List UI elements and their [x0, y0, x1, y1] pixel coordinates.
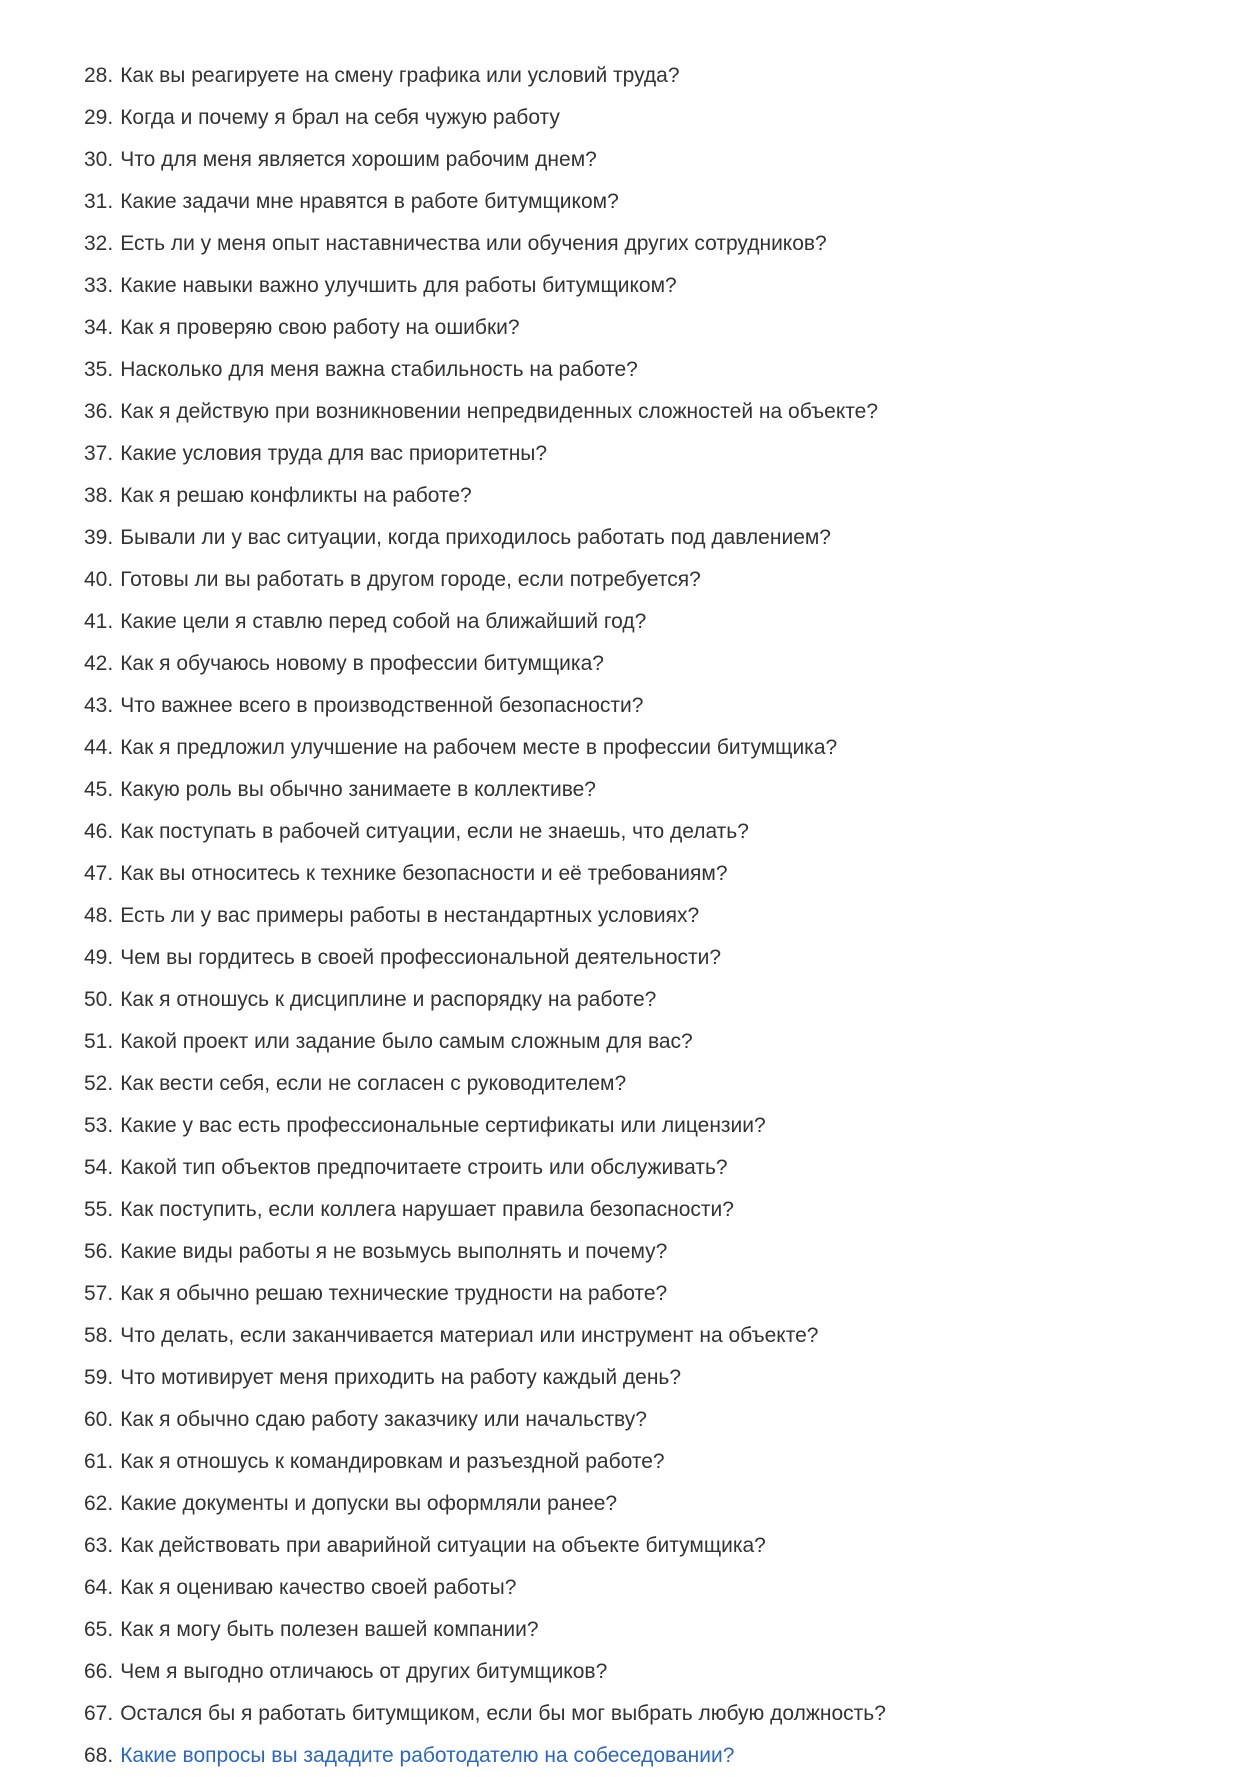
- question-text: Как я предложил улучшение на рабочем месте в профессии битумщика?: [120, 736, 838, 759]
- question-number: 43.: [84, 694, 114, 717]
- question-text: Чем я выгодно отличаюсь от других битумщиков?: [120, 1660, 608, 1683]
- question-item: [84, 1693, 1199, 1735]
- question-number: 40.: [84, 568, 114, 591]
- question-text: Что делать, если заканчивается материал или инструмент на объекте?: [120, 1324, 819, 1347]
- question-item-partial: [84, 1735, 1199, 1777]
- question-number: 57.: [84, 1282, 114, 1305]
- question-item: [84, 181, 1199, 223]
- question-text: Какие условия труда для вас приоритетны?: [120, 442, 548, 465]
- question-number: 45.: [84, 778, 114, 801]
- question-text: Как вести себя, если не согласен с руководителем?: [120, 1072, 627, 1095]
- question-number: 68.: [84, 1744, 114, 1767]
- question-item: [84, 1189, 1199, 1231]
- question-text: Когда и почему я брал на себя чужую работу: [120, 106, 560, 129]
- question-item: [84, 475, 1199, 517]
- question-text: Есть ли у меня опыт наставничества или обучения других сотрудников?: [120, 232, 827, 255]
- question-item: [84, 1441, 1199, 1483]
- question-number: 55.: [84, 1198, 114, 1221]
- question-item: [84, 307, 1199, 349]
- question-number: 64.: [84, 1576, 114, 1599]
- question-item: [84, 1021, 1199, 1063]
- question-text: Как поступать в рабочей ситуации, если не знаешь, что делать?: [120, 820, 749, 843]
- question-item: [84, 811, 1199, 853]
- question-item: [84, 559, 1199, 601]
- question-number: 35.: [84, 358, 114, 381]
- question-text: Что мотивирует меня приходить на работу каждый день?: [120, 1366, 682, 1389]
- question-text: Есть ли у вас примеры работы в нестандартных условиях?: [120, 904, 700, 927]
- question-text: Как я действую при возникновении непредвиденных сложностей на объекте?: [120, 400, 879, 423]
- question-item: [84, 1231, 1199, 1273]
- question-item: [84, 1357, 1199, 1399]
- question-text: Как я отношусь к командировкам и разъездной работе?: [120, 1450, 665, 1473]
- question-number: 42.: [84, 652, 114, 675]
- question-text: Какие виды работы я не возьмусь выполнять и почему?: [120, 1240, 668, 1263]
- question-text: Какую роль вы обычно занимаете в коллективе?: [120, 778, 596, 801]
- question-text: Как я обычно решаю технические трудности на работе?: [120, 1282, 668, 1305]
- question-text: Как я обычно сдаю работу заказчику или начальству?: [120, 1408, 647, 1431]
- question-item: [84, 685, 1199, 727]
- question-number: 59.: [84, 1366, 114, 1389]
- question-number: 29.: [84, 106, 114, 129]
- question-item: [84, 979, 1199, 1021]
- question-number: 33.: [84, 274, 114, 297]
- question-text: Какие у вас есть профессиональные сертификаты или лицензии?: [120, 1114, 766, 1137]
- question-number: 50.: [84, 988, 114, 1011]
- question-text: Что важнее всего в производственной безопасности?: [120, 694, 644, 717]
- question-item: [84, 853, 1199, 895]
- question-item: [84, 1105, 1199, 1147]
- question-text: Какие документы и допуски вы оформляли ранее?: [120, 1492, 618, 1515]
- question-item: [84, 265, 1199, 307]
- question-number: 32.: [84, 232, 114, 255]
- question-text: Как поступить, если коллега нарушает правила безопасности?: [120, 1198, 734, 1221]
- question-number: 60.: [84, 1408, 114, 1431]
- question-item: [84, 727, 1199, 769]
- question-number: 47.: [84, 862, 114, 885]
- question-item: [84, 895, 1199, 937]
- question-number: 52.: [84, 1072, 114, 1095]
- question-number: 41.: [84, 610, 114, 633]
- question-text: Готовы ли вы работать в другом городе, если потребуется?: [120, 568, 701, 591]
- question-item: [84, 1525, 1199, 1567]
- question-number: 51.: [84, 1030, 114, 1053]
- question-number: 67.: [84, 1702, 114, 1725]
- question-item: [84, 349, 1199, 391]
- question-number: 49.: [84, 946, 114, 969]
- question-text: Как я оцениваю качество своей работы?: [120, 1576, 517, 1599]
- question-item: [84, 223, 1199, 265]
- question-item: [84, 1567, 1199, 1609]
- question-number: 48.: [84, 904, 114, 927]
- question-list: [84, 55, 1199, 1735]
- question-number: 66.: [84, 1660, 114, 1683]
- question-text: Как действовать при аварийной ситуации на объекте битумщика?: [120, 1534, 766, 1557]
- question-text: Как я могу быть полезен вашей компании?: [120, 1618, 539, 1641]
- question-text: Остался бы я работать битумщиком, если бы мог выбрать любую должность?: [120, 1702, 886, 1725]
- question-item: [84, 643, 1199, 685]
- question-item: [84, 433, 1199, 475]
- question-text: Какие задачи мне нравятся в работе битумщиком?: [120, 190, 619, 213]
- question-number: 62.: [84, 1492, 114, 1515]
- question-number: 54.: [84, 1156, 114, 1179]
- question-number: 56.: [84, 1240, 114, 1263]
- question-text: Чем вы гордитесь в своей профессиональной деятельности?: [120, 946, 722, 969]
- question-item: [84, 1063, 1199, 1105]
- question-number: 30.: [84, 148, 114, 171]
- question-text: Как вы реагируете на смену графика или условий труда?: [120, 64, 680, 87]
- question-number: 53.: [84, 1114, 114, 1137]
- question-text: Насколько для меня важна стабильность на работе?: [120, 358, 638, 381]
- question-number: 37.: [84, 442, 114, 465]
- question-text: Как вы относитесь к технике безопасности и её требованиям?: [120, 862, 728, 885]
- question-number: 44.: [84, 736, 114, 759]
- question-text: Бывали ли у вас ситуации, когда приходилось работать под давлением?: [120, 526, 831, 549]
- question-number: 28.: [84, 64, 114, 87]
- question-text: Как я проверяю свою работу на ошибки?: [120, 316, 520, 339]
- question-link[interactable]: Какие вопросы вы зададите работодателю на собеседовании?: [120, 1744, 735, 1767]
- question-item: [84, 601, 1199, 643]
- question-text: Какой тип объектов предпочитаете строить или обслуживать?: [120, 1156, 728, 1179]
- question-item: [84, 97, 1199, 139]
- question-item: [84, 769, 1199, 811]
- question-text: Что для меня является хорошим рабочим днем?: [120, 148, 597, 171]
- question-number: 65.: [84, 1618, 114, 1641]
- question-number: 46.: [84, 820, 114, 843]
- question-number: 63.: [84, 1534, 114, 1557]
- question-text: Как я обучаюсь новому в профессии битумщика?: [120, 652, 604, 675]
- question-text: Какие цели я ставлю перед собой на ближайший год?: [120, 610, 647, 633]
- question-item: [84, 517, 1199, 559]
- question-item: [84, 1609, 1199, 1651]
- question-item: [84, 1483, 1199, 1525]
- question-item: [84, 139, 1199, 181]
- question-text: Какие навыки важно улучшить для работы битумщиком?: [120, 274, 677, 297]
- question-text: Как я отношусь к дисциплине и распорядку на работе?: [120, 988, 657, 1011]
- question-number: 31.: [84, 190, 114, 213]
- question-item: [84, 1651, 1199, 1693]
- question-number: 36.: [84, 400, 114, 423]
- question-item: [84, 937, 1199, 979]
- question-text: Какой проект или задание было самым сложным для вас?: [120, 1030, 693, 1053]
- question-item: [84, 1315, 1199, 1357]
- question-text: Как я решаю конфликты на работе?: [120, 484, 472, 507]
- question-item: [84, 1399, 1199, 1441]
- question-number: 61.: [84, 1450, 114, 1473]
- question-number: 38.: [84, 484, 114, 507]
- question-item: [84, 1273, 1199, 1315]
- question-item: [84, 55, 1199, 97]
- question-number: 34.: [84, 316, 114, 339]
- question-item: [84, 391, 1199, 433]
- question-number: 39.: [84, 526, 114, 549]
- question-number: 58.: [84, 1324, 114, 1347]
- question-item: [84, 1147, 1199, 1189]
